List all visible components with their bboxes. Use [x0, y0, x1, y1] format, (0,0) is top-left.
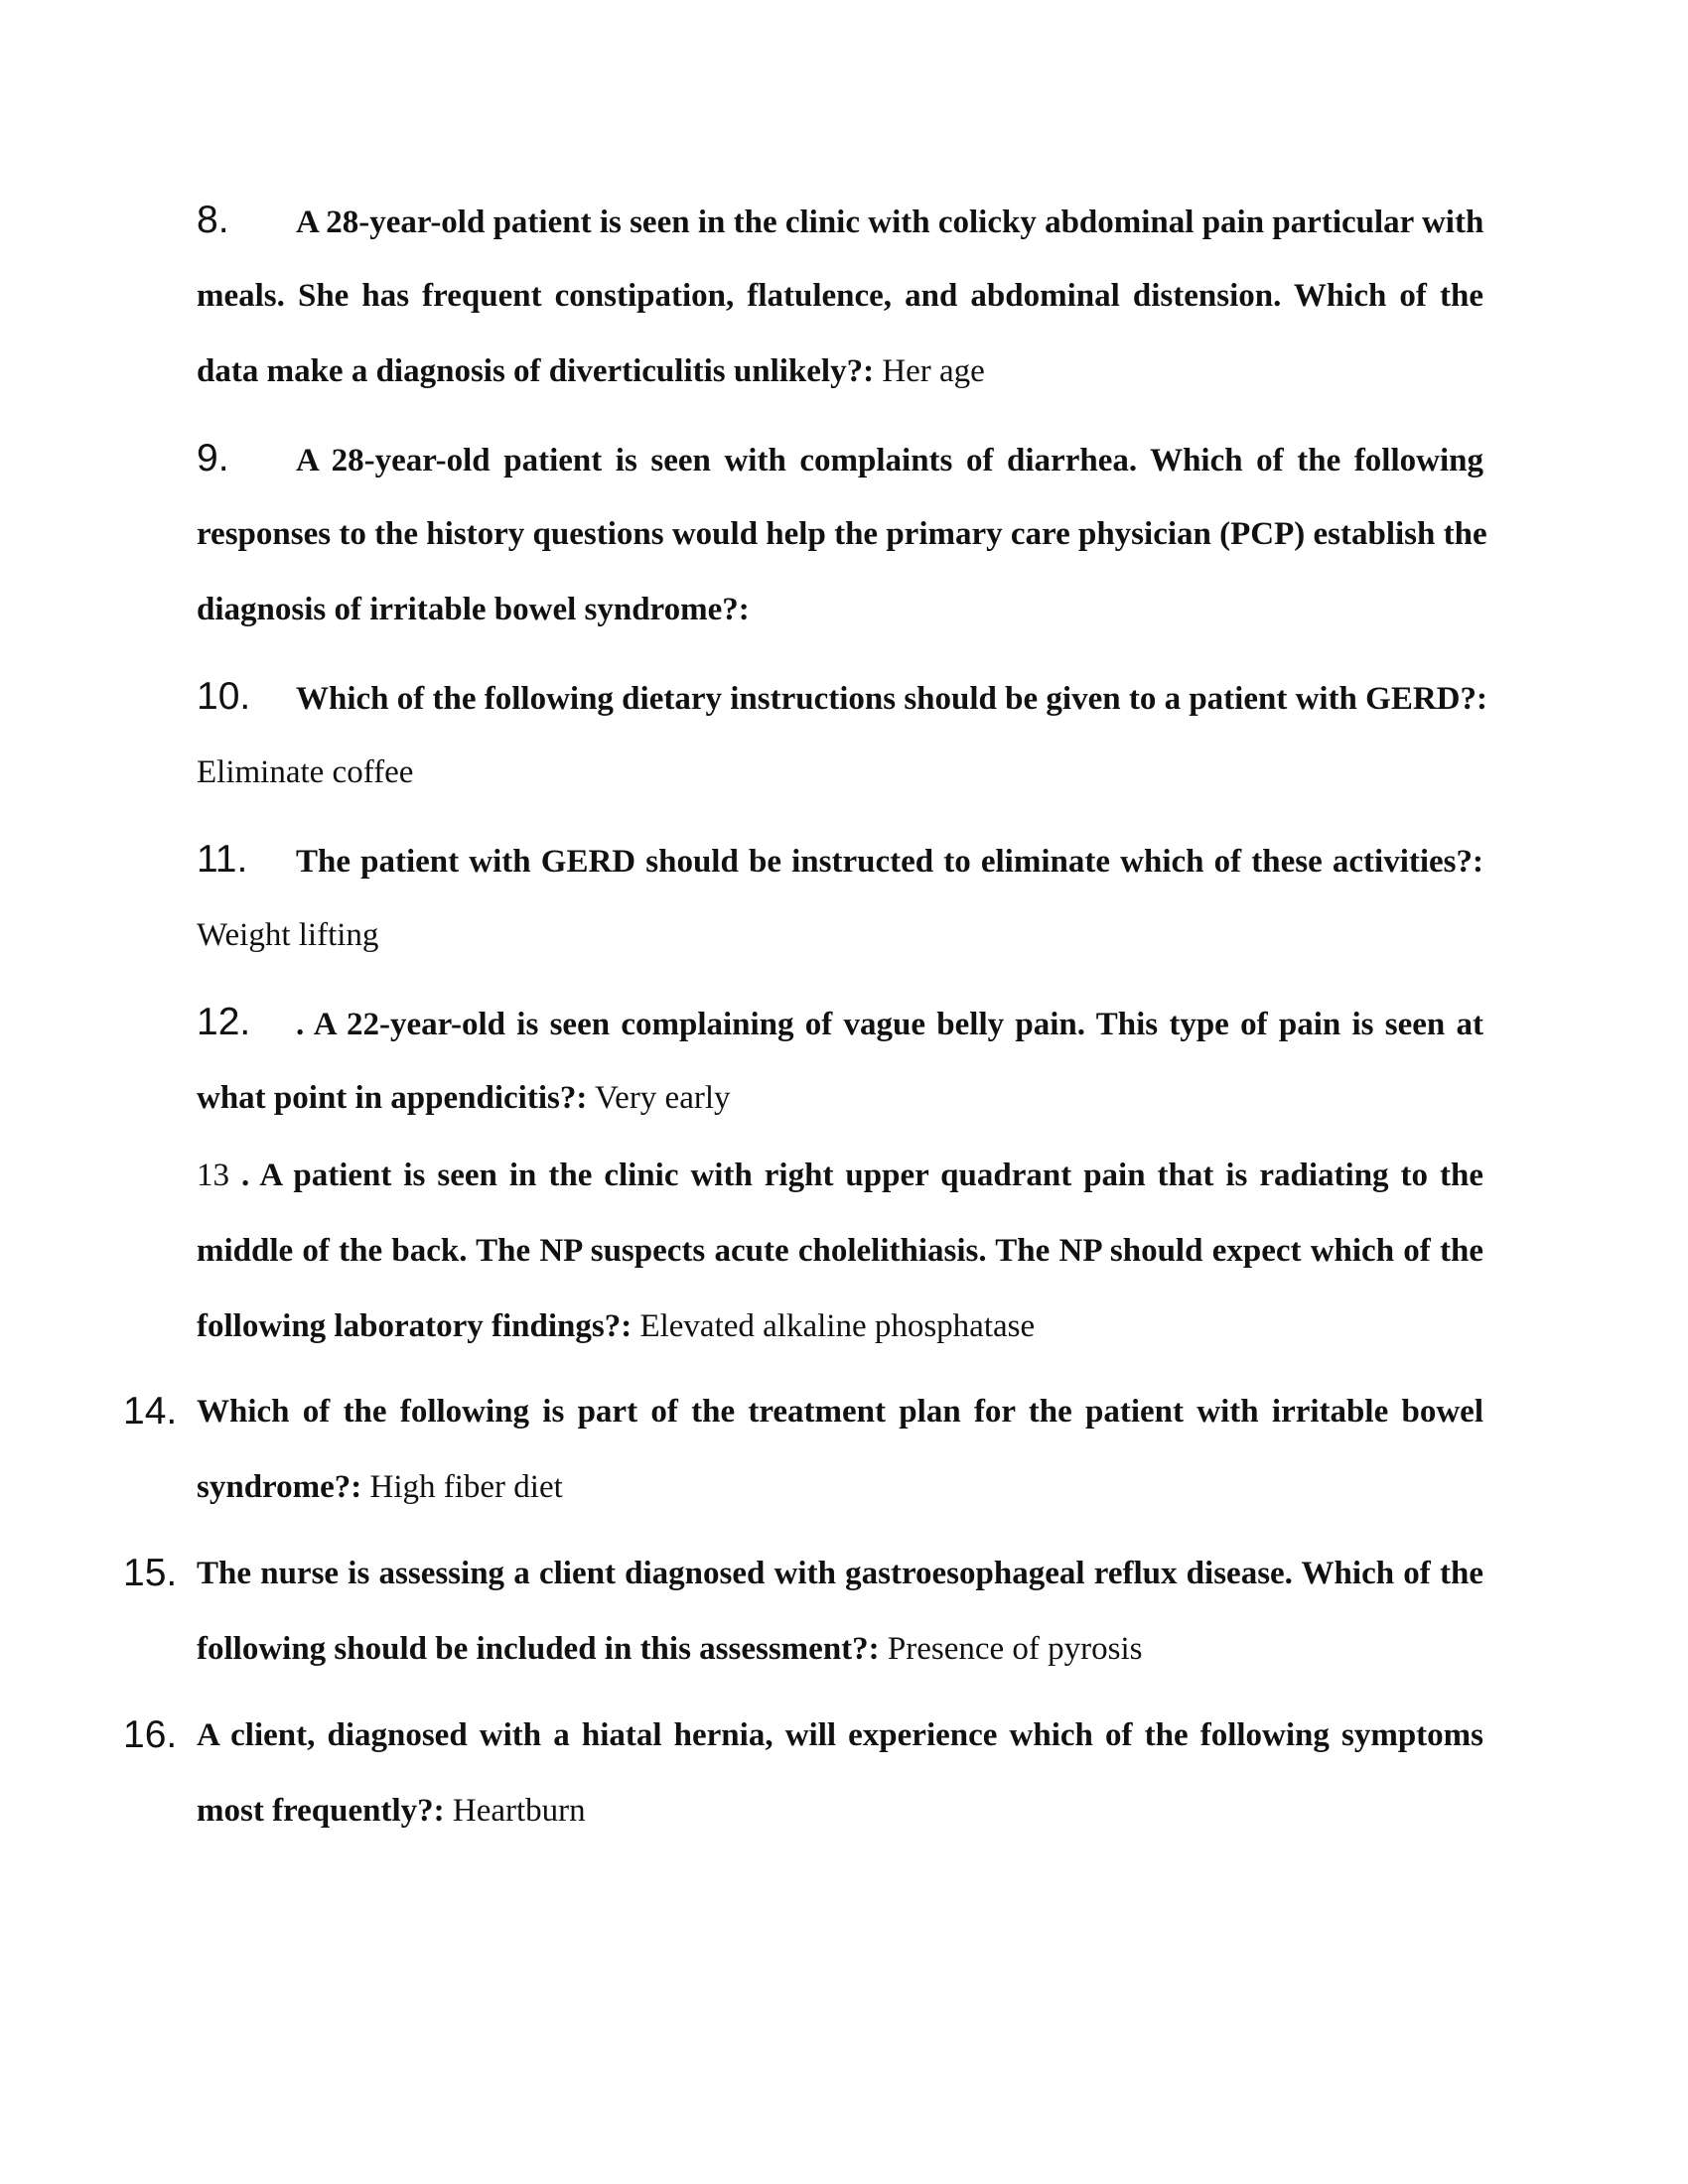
question-text-line: A 28-year-old patient is seen in the clinic with colicky abdominal pain particular with	[296, 205, 1484, 240]
answer-text: Elevated alkaline phosphatase	[639, 1308, 1036, 1344]
question-text-line: . A 22-year-old is seen complaining of vague belly pain. This type of pain is seen at	[296, 1007, 1483, 1042]
question-number: 9.	[197, 437, 229, 479]
question-text-line: middle of the back. The NP suspects acute cholelithiasis. The NP should expect which of the	[197, 1233, 1483, 1269]
answer-text: Very early	[595, 1080, 731, 1116]
question-text-line: Which of the following dietary instructions should be given to a patient with GERD?:	[296, 681, 1487, 717]
answer-text: Heartburn	[452, 1793, 586, 1829]
question-text-line: what point in appendicitis?:	[197, 1080, 588, 1116]
question-text-line: responses to the history questions would help the primary care physician (PCP) establish the	[197, 516, 1487, 552]
question-number: 10.	[197, 675, 251, 718]
question-number: 16.	[123, 1713, 178, 1756]
question-text-line: The nurse is assessing a client diagnosed with gastroesophageal reflux disease. Which of the	[197, 1556, 1483, 1591]
answer-text: Eliminate coffee	[197, 754, 414, 790]
question-number: 8.	[197, 199, 229, 241]
question-text-line: A client, diagnosed with a hiatal hernia, will experience which of the following symptoms	[197, 1717, 1483, 1753]
question-text-line: syndrome?:	[197, 1469, 362, 1505]
question-number: 11.	[197, 838, 248, 881]
question-text-line: following should be included in this assessment?:	[197, 1631, 880, 1667]
question-text-line: following laboratory findings?:	[197, 1308, 633, 1344]
question-number: 13	[197, 1158, 229, 1193]
question-text-line: meals. She has frequent constipation, flatulence, and abdominal distension. Which of the	[197, 278, 1483, 314]
question-text-line: Which of the following is part of the treatment plan for the patient with irritable bowel	[197, 1394, 1483, 1430]
question-text-line: The patient with GERD should be instructed to eliminate which of these activities?:	[296, 844, 1483, 880]
answer-text: Her age	[882, 353, 985, 389]
answer-text: Weight lifting	[197, 917, 379, 953]
question-text-line: data make a diagnosis of diverticulitis unlikely?:	[197, 353, 875, 389]
question-text-line: A 28-year-old patient is seen with complaints of diarrhea. Which of the following	[296, 443, 1483, 478]
question-text-line: diagnosis of irritable bowel syndrome?:	[197, 592, 750, 627]
question-number: 12.	[197, 1001, 251, 1043]
question-text-line: most frequently?:	[197, 1793, 445, 1829]
answer-text: Presence of pyrosis	[887, 1631, 1143, 1667]
question-text-line: . A patient is seen in the clinic with right upper quadrant pain that is radiating to the	[240, 1158, 1483, 1193]
answer-text: High fiber diet	[369, 1469, 563, 1505]
question-number: 15.	[123, 1552, 178, 1594]
question-number: 14.	[123, 1390, 178, 1433]
